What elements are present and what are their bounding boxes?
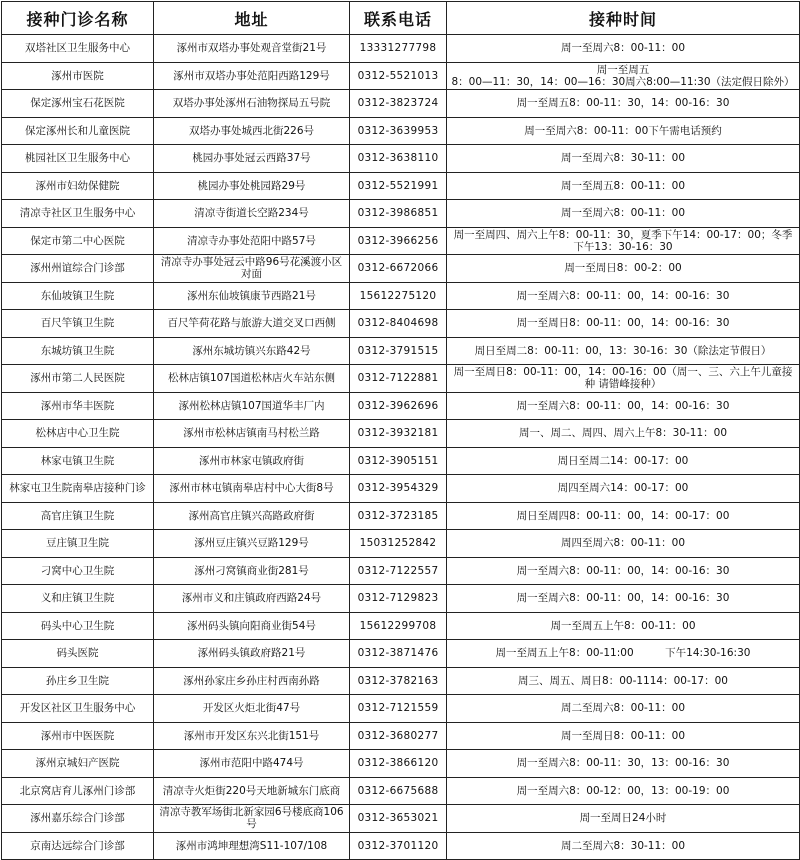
phone-cell: 0312-7122881 <box>350 365 447 393</box>
address-cell: 涿州市林家屯镇政府街 <box>154 447 350 475</box>
header-clinic-name: 接种门诊名称 <box>2 2 154 35</box>
clinic-name-cell: 林家屯卫生院南皋店接种门诊 <box>2 475 154 503</box>
address-cell: 双塔办事处涿州石油物探局五号院 <box>154 90 350 118</box>
clinic-name-cell: 涿州市医院 <box>2 62 154 90</box>
header-address: 地址 <box>154 2 350 35</box>
clinic-name-cell: 北京窝店育儿涿州门诊部 <box>2 777 154 805</box>
clinic-name-cell: 林家屯镇卫生院 <box>2 447 154 475</box>
address-cell: 涿州市林屯镇南皋店村中心大街8号 <box>154 475 350 503</box>
phone-cell: 0312-7129823 <box>350 585 447 613</box>
phone-cell: 0312-3701120 <box>350 832 447 860</box>
header-phone: 联系电话 <box>350 2 447 35</box>
table-row <box>2 172 800 200</box>
clinic-name-cell: 涿州市妇幼保健院 <box>2 172 154 200</box>
address-cell: 涿州东城坊镇兴东路42号 <box>154 337 350 365</box>
phone-cell: 0312-3954329 <box>350 475 447 503</box>
phone-cell: 0312-3723185 <box>350 502 447 530</box>
address-cell: 双塔办事处城西北街226号 <box>154 117 350 145</box>
phone-cell: 0312-3871476 <box>350 640 447 668</box>
schedule-cell: 周一至周日8：00-11：00，14：00-16：30 <box>447 310 800 338</box>
phone-cell: 0312-3905151 <box>350 447 447 475</box>
clinic-name-cell: 涿州市中医医院 <box>2 722 154 750</box>
phone-cell: 13331277798 <box>350 35 447 63</box>
table-row <box>2 722 800 750</box>
clinic-name-cell: 涿州市第二人民医院 <box>2 365 154 393</box>
schedule-cell: 周一至周四、周六上午8：00-11：30，夏季下午14：00-17：00；冬季下午13：30-16：30 <box>447 227 800 255</box>
schedule-cell: 周三、周五、周日8：00-1114：00-17：00 <box>447 667 800 695</box>
header-row <box>2 2 800 35</box>
phone-cell: 0312-5521991 <box>350 172 447 200</box>
schedule-cell: 周四至周六8：00-11：00 <box>447 530 800 558</box>
table-row <box>2 475 800 503</box>
clinic-name-cell: 涿州嘉乐综合门诊部 <box>2 805 154 833</box>
address-cell: 清凉寺办事处冠云中路96号花溪渡小区对面 <box>154 255 350 283</box>
address-cell: 涿州豆庄镇兴豆路129号 <box>154 530 350 558</box>
address-cell: 涿州东仙坡镇康节西路21号 <box>154 282 350 310</box>
phone-cell: 0312-3639953 <box>350 117 447 145</box>
phone-cell: 0312-7122557 <box>350 557 447 585</box>
schedule-cell: 周一至周日24小时 <box>447 805 800 833</box>
phone-cell: 0312-3962696 <box>350 392 447 420</box>
address-cell: 涿州市松林店镇南马村松兰路 <box>154 420 350 448</box>
table-row <box>2 90 800 118</box>
schedule-cell: 周日至周二14：00-17：00 <box>447 447 800 475</box>
table-row <box>2 695 800 723</box>
schedule-cell: 周一至周六8：00-11：00下午需电话预约 <box>447 117 800 145</box>
phone-cell: 0312-3866120 <box>350 750 447 778</box>
schedule-cell: 周一至周六8：00-11：00 <box>447 35 800 63</box>
address-cell: 涿州码头镇向阳商业街54号 <box>154 612 350 640</box>
phone-cell: 15031252842 <box>350 530 447 558</box>
schedule-cell: 周一至周六8：00-11：00 <box>447 200 800 228</box>
phone-cell: 0312-3791515 <box>350 337 447 365</box>
clinic-name-cell: 开发区社区卫生服务中心 <box>2 695 154 723</box>
table-row <box>2 420 800 448</box>
table-row <box>2 365 800 393</box>
schedule-cell: 周一至周五8：00-11：30，14：00-16：30 <box>447 90 800 118</box>
table-row <box>2 640 800 668</box>
clinic-name-cell: 东仙坡镇卫生院 <box>2 282 154 310</box>
schedule-cell: 周一至周六8：30-11：00 <box>447 145 800 173</box>
phone-cell: 15612299708 <box>350 612 447 640</box>
clinic-name-cell: 松林店中心卫生院 <box>2 420 154 448</box>
phone-cell: 0312-3986851 <box>350 200 447 228</box>
clinic-name-cell: 保定市第二中心医院 <box>2 227 154 255</box>
address-cell: 百尺竿荷花路与旅游大道交叉口西侧 <box>154 310 350 338</box>
clinic-name-cell: 保定涿州宝石花医院 <box>2 90 154 118</box>
schedule-cell: 周一至周日8：00-11：00 <box>447 722 800 750</box>
table-row <box>2 255 800 283</box>
address-cell: 涿州高官庄镇兴高路政府街 <box>154 502 350 530</box>
clinic-name-cell: 涿州京城妇产医院 <box>2 750 154 778</box>
clinic-name-cell: 涿州州谊综合门诊部 <box>2 255 154 283</box>
schedule-cell: 周一至周日8：00-2：00 <box>447 255 800 283</box>
address-cell: 涿州市鸿坤理想湾S11-107/108 <box>154 832 350 860</box>
table-row <box>2 557 800 585</box>
address-cell: 涿州刁窝镇商业街281号 <box>154 557 350 585</box>
table-row <box>2 777 800 805</box>
phone-cell: 0312-8404698 <box>350 310 447 338</box>
clinic-name-cell: 码头医院 <box>2 640 154 668</box>
address-cell: 桃园办事处冠云西路37号 <box>154 145 350 173</box>
address-cell: 涿州码头镇政府路21号 <box>154 640 350 668</box>
phone-cell: 0312-3680277 <box>350 722 447 750</box>
clinic-name-cell: 桃园社区卫生服务中心 <box>2 145 154 173</box>
table-row <box>2 62 800 90</box>
schedule-cell: 周一至周六8：00-11：30，13：00-16：30 <box>447 750 800 778</box>
schedule-cell: 周一至周五上午8：00-11:00 下午14:30-16:30 <box>447 640 800 668</box>
table-row <box>2 392 800 420</box>
header-schedule: 接种时间 <box>447 2 800 35</box>
table-row <box>2 227 800 255</box>
address-cell: 开发区火炬北街47号 <box>154 695 350 723</box>
table-row <box>2 337 800 365</box>
address-cell: 涿州市义和庄镇政府西路24号 <box>154 585 350 613</box>
table-row <box>2 805 800 833</box>
clinic-name-cell: 保定涿州长和儿童医院 <box>2 117 154 145</box>
address-cell: 松林店镇107国道松林店火车站东侧 <box>154 365 350 393</box>
schedule-cell: 周二至周六8：30-11：00 <box>447 832 800 860</box>
address-cell: 涿州市双塔办事处观音堂街21号 <box>154 35 350 63</box>
table-row <box>2 310 800 338</box>
schedule-cell: 周四至周六14：00-17：00 <box>447 475 800 503</box>
clinic-name-cell: 涿州市华丰医院 <box>2 392 154 420</box>
address-cell: 涿州市范阳中路474号 <box>154 750 350 778</box>
schedule-cell: 周日至周四8：00-11：00，14：00-17：00 <box>447 502 800 530</box>
phone-cell: 0312-3653021 <box>350 805 447 833</box>
schedule-cell: 周一至周五上午8：00-11：00 <box>447 612 800 640</box>
table-body <box>2 35 800 860</box>
schedule-cell: 周一至周五8：00-11：00 <box>447 172 800 200</box>
vaccination-clinic-table <box>1 1 800 860</box>
table-row <box>2 612 800 640</box>
address-cell: 清凉寺火炬街220号天地新城东门底商 <box>154 777 350 805</box>
schedule-cell: 周一至周六8：00-11：00，14：00-16：30 <box>447 282 800 310</box>
address-cell: 涿州孙家庄乡孙庄村西南孙路 <box>154 667 350 695</box>
table-row <box>2 447 800 475</box>
table-row <box>2 585 800 613</box>
table-row <box>2 667 800 695</box>
phone-cell: 0312-3932181 <box>350 420 447 448</box>
clinic-name-cell: 刁窝中心卫生院 <box>2 557 154 585</box>
phone-cell: 0312-3966256 <box>350 227 447 255</box>
clinic-name-cell: 高官庄镇卫生院 <box>2 502 154 530</box>
table-row <box>2 530 800 558</box>
table-row <box>2 200 800 228</box>
address-cell: 涿州松林店镇107国道华丰厂内 <box>154 392 350 420</box>
phone-cell: 0312-3782163 <box>350 667 447 695</box>
table-row <box>2 145 800 173</box>
address-cell: 桃园办事处桃园路29号 <box>154 172 350 200</box>
schedule-cell: 周一至周六8：00-12：00，13：00-19：00 <box>447 777 800 805</box>
clinic-name-cell: 清凉寺社区卫生服务中心 <box>2 200 154 228</box>
clinic-name-cell: 东城坊镇卫生院 <box>2 337 154 365</box>
schedule-cell: 周一、周二、周四、周六上午8：30-11：00 <box>447 420 800 448</box>
table-row <box>2 832 800 860</box>
table-row <box>2 282 800 310</box>
clinic-name-cell: 义和庄镇卫生院 <box>2 585 154 613</box>
clinic-name-cell: 孙庄乡卫生院 <box>2 667 154 695</box>
phone-cell: 0312-6672066 <box>350 255 447 283</box>
schedule-cell: 周一至周五 8：00—11：30，14：00—16：30周六8:00—11:30（法定假日除外） <box>447 62 800 90</box>
schedule-cell: 周一至周六8：00-11：00，14：00-16：30 <box>447 557 800 585</box>
address-cell: 涿州市双塔办事处范阳西路129号 <box>154 62 350 90</box>
clinic-name-cell: 京南达远综合门诊部 <box>2 832 154 860</box>
schedule-cell: 周日至周二8：00-11：00，13：30-16：30（除法定节假日） <box>447 337 800 365</box>
address-cell: 清凉寺教军场街北新家园6号楼底商106号 <box>154 805 350 833</box>
schedule-cell: 周一至周日8：00-11：00，14：00-16：00（周一、三、六上午儿童接种 请错峰接种） <box>447 365 800 393</box>
address-cell: 涿州市开发区东兴北街151号 <box>154 722 350 750</box>
phone-cell: 0312-3823724 <box>350 90 447 118</box>
clinic-name-cell: 码头中心卫生院 <box>2 612 154 640</box>
table-row <box>2 750 800 778</box>
clinic-name-cell: 豆庄镇卫生院 <box>2 530 154 558</box>
address-cell: 清凉寺街道长空路234号 <box>154 200 350 228</box>
phone-cell: 0312-7121559 <box>350 695 447 723</box>
table-row <box>2 117 800 145</box>
clinic-name-cell: 百尺竿镇卫生院 <box>2 310 154 338</box>
phone-cell: 0312-5521013 <box>350 62 447 90</box>
phone-cell: 0312-6675688 <box>350 777 447 805</box>
schedule-cell: 周一至周六8：00-11：00，14：00-16：30 <box>447 585 800 613</box>
phone-cell: 0312-3638110 <box>350 145 447 173</box>
clinic-name-cell: 双塔社区卫生服务中心 <box>2 35 154 63</box>
schedule-cell: 周一至周六8：00-11：00，14：00-16：30 <box>447 392 800 420</box>
address-cell: 清凉寺办事处范阳中路57号 <box>154 227 350 255</box>
schedule-cell: 周二至周六8：00-11：00 <box>447 695 800 723</box>
table-row <box>2 35 800 63</box>
phone-cell: 15612275120 <box>350 282 447 310</box>
table-row <box>2 502 800 530</box>
